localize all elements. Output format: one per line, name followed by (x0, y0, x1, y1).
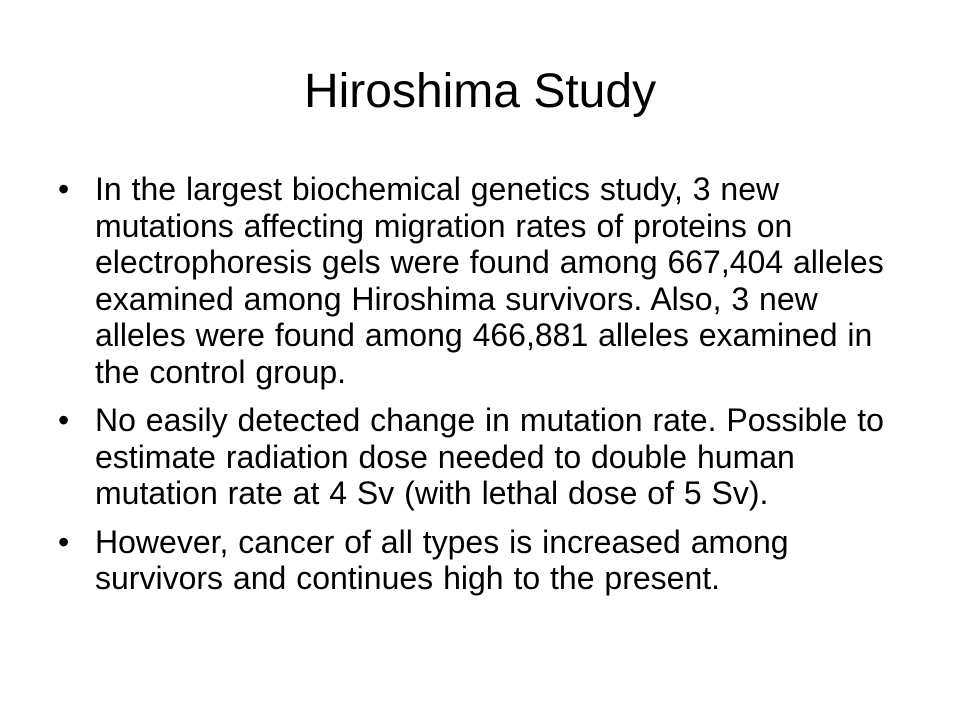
bullet-dot-icon: • (58, 171, 70, 207)
bullet-dot-icon: • (58, 523, 70, 560)
bullet-list (58, 171, 908, 609)
bullet-text: No easily detected change in mutation rate. Possible to estimate radiation dose needed to double human mutation rate at 4 Sv (with lethal dose of 5 Sv). (95, 402, 884, 511)
bullet-dot-icon: • (58, 402, 70, 438)
slide-title: Hiroshima Study (303, 65, 657, 118)
bullet-text: In the largest biochemical genetics study, 3 new mutations affecting migration rates of proteins on electrophoresis gels were found among 667,404 alleles examined among Hiroshima survivors. Also, 3 new alleles were found among 466,881 alleles examined in the control group. (95, 171, 884, 390)
bullet-item (58, 524, 908, 597)
bullet-item (58, 402, 908, 512)
bullet-text: However, cancer of all types is increased among survivors and continues high to the present. (95, 523, 789, 596)
bullet-item (58, 171, 908, 390)
